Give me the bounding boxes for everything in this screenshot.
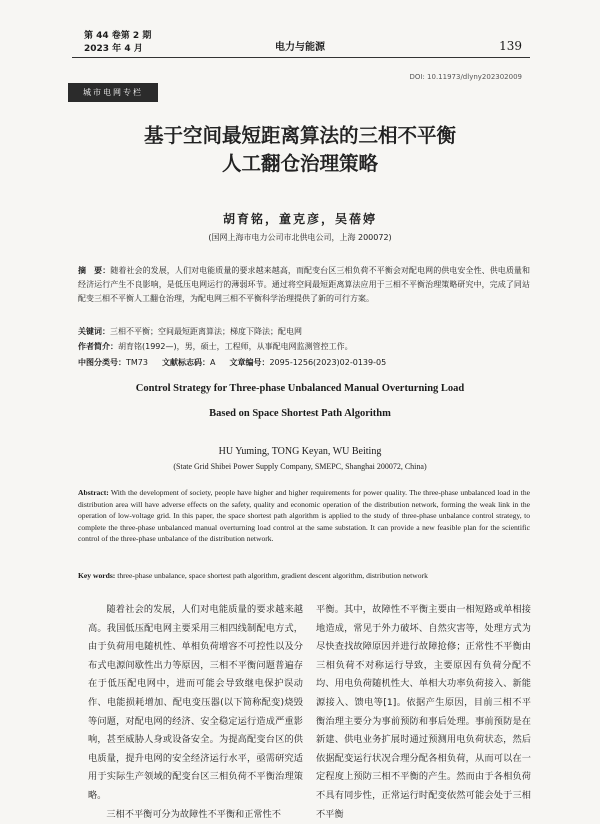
abstract-en (78, 487, 530, 545)
article-no-value: 2095-1256(2023)02-0139-05 (269, 358, 387, 367)
abstract-cn (78, 264, 530, 306)
abstract-en-label: Abstract: (78, 488, 109, 497)
header-volume: 第 44 卷第 2 期 (84, 31, 152, 41)
body-paragraph: 随着社会的发展，人们对电能质量的要求越来越高。我国低压配电网主要采用三相四线制配电方式，由于负荷用电随机性、单相负荷增容不可控性以及分布式电源间歇性出力等原因，三相不平衡问题普遍存在于低压配电网中，进而可能会导致继电保护误动作、电能损耗增加、配电变压器(以下简称配变)烧毁等问题，对配电网的经济、安全稳定运行造成严重影响，甚至威胁人身或设备安全。为提高配变台区的供电质量，提升电网的安全经济运行水平，亟需研究适用于实际生产领域的配变台区三相负荷不平衡治理策略。 (88, 604, 303, 801)
author-bio (78, 340, 530, 354)
body-column-right (316, 601, 531, 824)
author-bio-label: 作者简介： (78, 342, 118, 351)
classification-line (78, 356, 530, 370)
header-date: 2023 年 4 月 (84, 44, 143, 54)
keywords-en-label: Key words: (78, 571, 116, 580)
doc-code-value: A (209, 358, 216, 367)
paper-title-en-line-2: Based on Space Shortest Path Algorithm (209, 408, 391, 419)
body-paragraph: 平衡。其中，故障性不平衡主要由一相短路或单相接地造成，常见于外力破坏、自然灾害等，处理方式为尽快查找故障原因并进行故障抢修；正常性不平衡由三相负荷不对称运行导致，主要原因有负荷分配不均、用电负荷随机性大、单相大功率负荷接入、新能源接入、馈电等[1]。依据产生原因，目前三相不平衡治理主要分为事前预防和事后处理。事前预防是在新建、供电业务扩展时通过预测用电负荷状态，然后依据配变运行状况合理分配各相负荷，从而可以在一定程度上预防三相不平衡的产生。然而由于各相负荷不具有同步性，正常运行时配变依然可能会处于三相不平衡 (316, 604, 531, 820)
abstract-cn-label: 摘 要： (78, 266, 111, 275)
authors-cn: 胡育铭，童克彦，吴蓓婷 (222, 212, 377, 226)
page-number: 139 (499, 39, 522, 53)
title-cn-line-1: 基于空间最短距离算法的三相不平衡 (143, 124, 456, 147)
clc-value: TM73 (126, 358, 148, 367)
body-column-left (88, 601, 303, 824)
doi: DOI: 10.11973/dlyny202302009 (409, 73, 522, 81)
paper-title-cn (0, 122, 600, 178)
paper-title-en-line-1: Control Strategy for Three-phase Unbalanced Manual Overturning Load (135, 383, 465, 394)
body-paragraph: 三相不平衡可分为故障性不平衡和正常性不 (106, 808, 281, 820)
header-divider (72, 57, 530, 58)
doc-code-label: 文献标志码： (161, 358, 210, 367)
keywords-cn-text: 三相不平衡；空间最短距离算法；梯度下降法；配电网 (110, 327, 302, 336)
journal-name: 电力与能源 (275, 42, 325, 53)
keywords-en (78, 570, 530, 582)
column-tag: 城市电网专栏 (68, 83, 158, 102)
abstract-en-text: With the development of society, people have higher and higher requirements for power quality. The three-phase unbalanced load in the distribution area will have adverse effects on the safety, quality and economic operation of the distribution network, forming the weak link in the operation of low-voltage grid. In this paper, the space shortest path algorithm is applied to the study of three-phase unbalance control strategy, to complete the three-phase unbalanced manual overturning load control at the same substation. It can provide a new feasible plan for the scientific control of the three-phase unbalance of the distribution network. (78, 488, 530, 543)
keywords-cn-label: 关键词： (78, 327, 110, 336)
authors-en: HU Yuming, TONG Keyan, WU Beiting (218, 446, 382, 457)
author-bio-text: 胡育铭(1992—)，男，硕士，工程师，从事配电网监测管控工作。 (118, 342, 353, 351)
keywords-cn (78, 325, 530, 339)
affiliation-cn: (国网上海市电力公司市北供电公司，上海 200072) (208, 233, 392, 242)
article-no-label: 文章编号： (229, 358, 270, 367)
keywords-en-text: three-phase unbalance, space shortest path algorithm, gradient descent algorithm, distribution network (117, 571, 428, 580)
abstract-cn-text: 随着社会的发展，人们对电能质量的要求越来越高，而配变台区三相负荷不平衡会对配电网的供电安全性、供电质量和经济运行产生不良影响，是低压电网运行的薄弱环节。通过将空间最短距离算法应用于三相不平衡治理策略研究中，完成了同站配变三相不平衡人工翻仓治理，为配电网三相不平衡科学治理提供了新的可行方案。 (78, 266, 531, 303)
title-cn-line-2: 人工翻仓治理策略 (221, 152, 378, 175)
clc-label: 中图分类号： (78, 358, 126, 367)
affiliation-en: (State Grid Shibei Power Supply Company, SMEPC, Shanghai 200072, China) (173, 462, 427, 471)
